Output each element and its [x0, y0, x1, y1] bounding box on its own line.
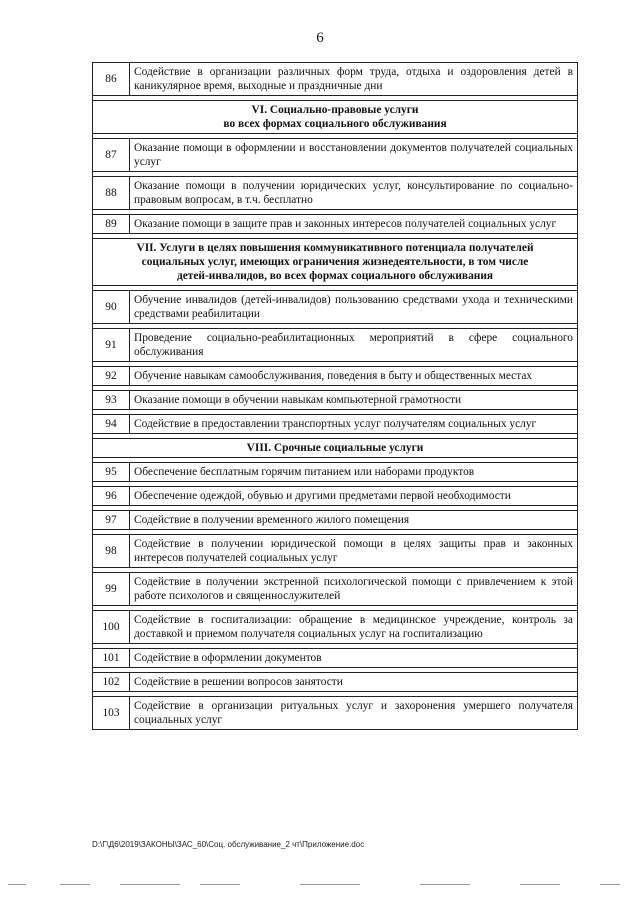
row-number: 100 [93, 611, 130, 644]
table-row [93, 367, 578, 386]
table-row [93, 215, 578, 234]
table-row [93, 391, 578, 410]
section-header-row [93, 101, 578, 134]
row-number: 86 [93, 63, 130, 96]
table-row [93, 487, 578, 506]
table-row [93, 329, 578, 362]
service-description: Оказание помощи в защите прав и законных интересов получателей социальных услуг [130, 215, 578, 234]
row-number: 101 [93, 649, 130, 668]
row-number: 102 [93, 673, 130, 692]
service-description: Проведение социально-реабилитационных мероприятий в сфере социального обслуживания [130, 329, 578, 362]
table-row [93, 535, 578, 568]
section-header-line: социальных услуг, имеющих ограничения жизнедеятельности, в том числе [141, 256, 529, 268]
section-header-line: VII. Услуги в целях повышения коммуникативного потенциала получателей [136, 242, 534, 254]
service-description: Оказание помощи в оформлении и восстановлении документов получателей социальных услуг [130, 139, 578, 172]
table-row [93, 649, 578, 668]
service-description: Содействие в оформлении документов [130, 649, 578, 668]
section-header-line: VI. Социально-правовые услуги [251, 104, 419, 116]
row-number: 95 [93, 463, 130, 482]
section-header-line: VIII. Срочные социальные услуги [246, 442, 424, 454]
table-row [93, 63, 578, 96]
row-number: 87 [93, 139, 130, 172]
table-row [93, 291, 578, 324]
table-row [93, 673, 578, 692]
service-description: Содействие в получении юридической помощи в целях защиты прав и законных интересов получателей социальных услуг [130, 535, 578, 568]
row-number: 90 [93, 291, 130, 324]
service-description: Обучение инвалидов (детей-инвалидов) пользованию средствами ухода и техническими средствами реабилитации [130, 291, 578, 324]
service-description: Обеспечение бесплатным горячим питанием или наборами продуктов [130, 463, 578, 482]
row-number: 103 [93, 697, 130, 730]
row-number: 98 [93, 535, 130, 568]
table-row [93, 511, 578, 530]
footer-file-path: D:\Г\Д6\2019\ЗАКОНЫ\ЗАС_60\Соц. обслуживание_2 чт\Приложение.doc [92, 840, 365, 849]
section-header [93, 439, 578, 458]
service-description: Содействие в организации различных форм труда, отдыха и оздоровления детей в каникулярное время, выходные и праздничные дни [130, 63, 578, 96]
service-description: Содействие в госпитализации: обращение в медицинское учреждение, контроль за доставкой и приемом получателя социальных услуг на госпитализацию [130, 611, 578, 644]
table-row [93, 177, 578, 210]
section-header [93, 239, 578, 286]
section-header-line: детей-инвалидов, во всех формах социального обслуживания [176, 270, 494, 282]
row-number: 89 [93, 215, 130, 234]
row-number: 93 [93, 391, 130, 410]
row-number: 88 [93, 177, 130, 210]
section-header-row [93, 239, 578, 286]
page-number: 6 [316, 30, 324, 46]
service-description: Содействие в получении временного жилого помещения [130, 511, 578, 530]
table-row [93, 139, 578, 172]
table-row [93, 611, 578, 644]
row-number: 96 [93, 487, 130, 506]
section-header-row [93, 439, 578, 458]
table-row [93, 463, 578, 482]
service-description: Содействие в организации ритуальных услуг и захоронения умершего получателя социальных услуг [130, 697, 578, 730]
scan-artifacts [0, 884, 640, 888]
service-description: Оказание помощи в получении юридических услуг, консультирование по социально-правовым вопросам, в т.ч. бесплатно [130, 177, 578, 210]
service-description: Обучение навыкам самообслуживания, поведения в быту и общественных местах [130, 367, 578, 386]
services-table [92, 62, 578, 730]
service-description: Обеспечение одеждой, обувью и другими предметами первой необходимости [130, 487, 578, 506]
section-header-line: во всех формах социального обслуживания [223, 118, 447, 130]
table-row [93, 697, 578, 730]
service-description: Содействие в решении вопросов занятости [130, 673, 578, 692]
row-number: 97 [93, 511, 130, 530]
row-number: 91 [93, 329, 130, 362]
table-row [93, 573, 578, 606]
row-number: 99 [93, 573, 130, 606]
service-description: Оказание помощи в обучении навыкам компьютерной грамотности [130, 391, 578, 410]
row-number: 94 [93, 415, 130, 434]
table-row [93, 415, 578, 434]
section-header [93, 101, 578, 134]
service-description: Содействие в предоставлении транспортных услуг получателям социальных услуг [130, 415, 578, 434]
services-table-body [93, 63, 578, 730]
row-number: 92 [93, 367, 130, 386]
service-description: Содействие в получении экстренной психологической помощи с привлечением к этой работе психологов и священнослужителей [130, 573, 578, 606]
